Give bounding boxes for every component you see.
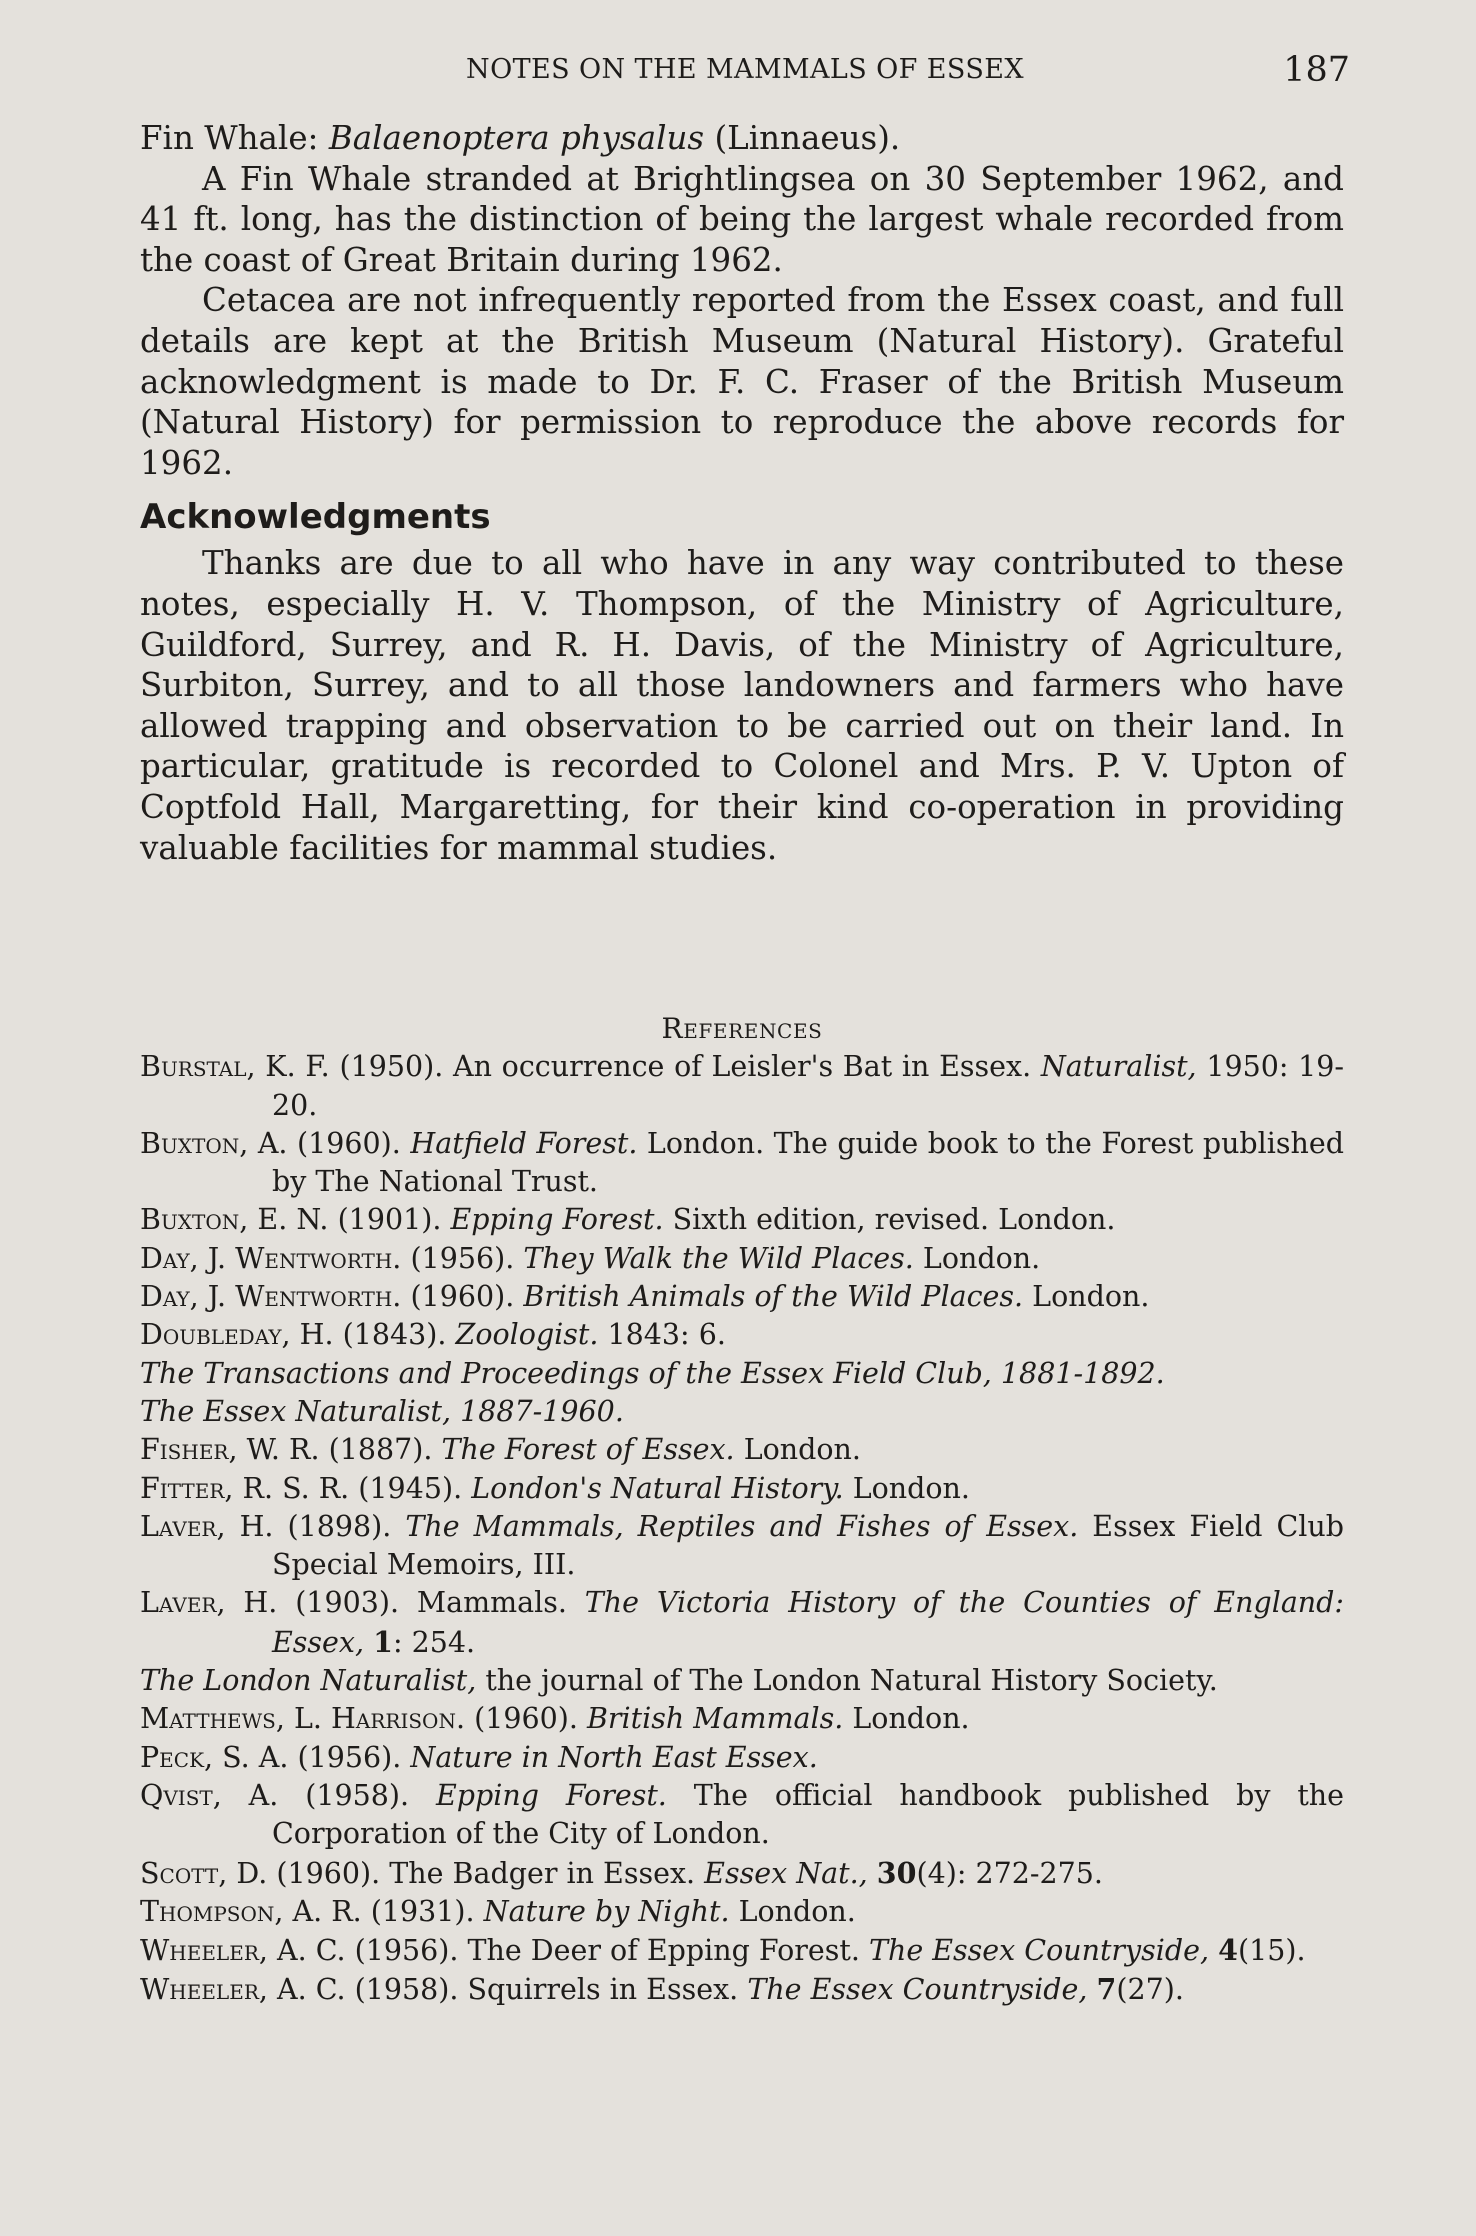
reference-entry (140, 1739, 1344, 1777)
reference-details: : 254. (392, 1625, 476, 1659)
reference-year: (1887). (328, 1433, 433, 1467)
reference-details: London. The guide book to the Forest published by The National Trust. (272, 1126, 1344, 1199)
reference-year: (1960). (297, 1126, 401, 1160)
reference-details: London. (738, 1894, 856, 1928)
reference-italic-title: Nature in North East Essex. (410, 1740, 818, 1774)
reference-entry (140, 1201, 1344, 1239)
reference-title: Squirrels in Essex. (467, 1973, 739, 2007)
reference-entry (140, 1048, 1344, 1125)
reference-italic-title: The Essex Countryside, (747, 1973, 1088, 2007)
reference-italic-title: They Walk the Wild Places. (523, 1241, 914, 1275)
reference-author: Scott, D. (140, 1856, 268, 1890)
reference-italic-title: London's Natural History. (471, 1471, 844, 1505)
reference-italic-title: The London Naturalist, (140, 1664, 477, 1698)
reference-volume: 30 (876, 1855, 917, 1890)
reference-year: (1960). (410, 1280, 515, 1314)
reference-entry (140, 1240, 1344, 1278)
reference-author: Laver, H. (140, 1586, 278, 1620)
reference-author: Matthews, L. Harrison. (140, 1702, 466, 1736)
reference-details: London. (743, 1433, 861, 1467)
reference-title: The Badger in Essex. (389, 1856, 696, 1890)
reference-details: the journal of The London Natural History Society. (485, 1664, 1218, 1698)
reference-year: (1931). (370, 1894, 475, 1928)
reference-italic-title: The Mammals, Reptiles and Fishes of Essex. (405, 1509, 1079, 1543)
running-head-title: NOTES ON THE MAMMALS OF ESSEX (466, 54, 1024, 85)
reference-title: Mammals. (416, 1586, 567, 1620)
reference-year: (1956). (354, 1934, 459, 1968)
reference-entry (140, 1700, 1344, 1738)
reference-italic-title: Naturalist, (1040, 1050, 1197, 1084)
reference-year: (1843). (342, 1318, 447, 1352)
reference-year: (1945). (358, 1471, 463, 1505)
reference-author: Buxton, A. (140, 1126, 288, 1160)
reference-year: (1956). (410, 1241, 515, 1275)
reference-details: (15). (1237, 1934, 1306, 1968)
fin-whale-label: Fin Whale: (140, 119, 319, 157)
reference-volume: 7 (1096, 1972, 1117, 2007)
reference-year: (1898). (287, 1509, 392, 1543)
reference-volume: 1 (373, 1624, 393, 1659)
body-text (140, 118, 1344, 868)
fin-whale-authority: (Linnaeus). (714, 119, 901, 157)
fin-whale-paragraph-1: A Fin Whale stranded at Brightlingsea on 30 September 1962, and 41 ft. long, has the distinction of being the largest whale recorded from the coast of Great Britain during 1962. (140, 159, 1344, 279)
reference-italic-title: The Victoria History of the Counties of England: Essex, (272, 1586, 1345, 1659)
reference-volume: 4 (1218, 1933, 1238, 1968)
reference-entry (140, 1893, 1344, 1931)
reference-details: Sixth edition, revised. London. (672, 1203, 1116, 1237)
reference-author: Day, J. Wentworth. (140, 1241, 402, 1275)
reference-entry (140, 1125, 1344, 1202)
reference-entry (140, 1278, 1344, 1316)
reference-title: An occurrence of Leisler's Bat in Essex. (453, 1050, 1032, 1084)
reference-year: (1958). (305, 1778, 410, 1812)
reference-author: Qvist, A. (140, 1778, 279, 1812)
reference-author: Peck, S. A. (140, 1740, 289, 1774)
reference-author: Wheeler, A. C. (140, 1934, 346, 1968)
reference-author: Doubleday, H. (140, 1318, 334, 1352)
reference-italic-title: Epping Forest. (450, 1203, 664, 1237)
reference-entry (140, 1508, 1344, 1585)
reference-details: The official handbook published by the Corporation of the City of London. (272, 1778, 1345, 1851)
reference-entry (140, 1393, 1344, 1431)
reference-year: (1956). (297, 1740, 402, 1774)
reference-details: 1843: 6. (607, 1318, 726, 1352)
reference-entry (140, 1431, 1344, 1469)
reference-italic-title: The Essex Naturalist, 1887-1960. (140, 1394, 624, 1428)
reference-year: (1950). (339, 1050, 444, 1084)
reference-author: Laver, H. (140, 1509, 274, 1543)
reference-italic-title: Essex Nat., (704, 1856, 868, 1890)
reference-italic-title: Zoologist. (455, 1318, 599, 1352)
reference-entry (140, 1355, 1344, 1393)
reference-details: London. (852, 1702, 970, 1736)
reference-author: Buxton, E. N. (140, 1203, 329, 1237)
reference-details: (27). (1116, 1973, 1184, 2007)
reference-author: Burstal, K. F. (140, 1050, 330, 1084)
reference-italic-title: Nature by Night. (483, 1894, 730, 1928)
reference-entry (140, 1584, 1344, 1662)
reference-year: (1960). (474, 1702, 578, 1736)
reference-italic-title: British Animals of the Wild Places. (523, 1280, 1024, 1314)
reference-italic-title: Hatfield Forest. (410, 1126, 638, 1160)
references-section (140, 1010, 1344, 2010)
reference-author: Thompson, A. R. (140, 1894, 362, 1928)
reference-details: Essex Field Club Special Memoirs, III. (272, 1509, 1344, 1582)
reference-year: (1901). (337, 1203, 442, 1237)
reference-italic-title: The Transactions and Proceedings of the Essex Field Club, 1881-1892. (140, 1356, 1165, 1390)
fin-whale-paragraph-2: Cetacea are not infrequently reported from the Essex coast, and full details are kept at the British Museum (Natural History). Grateful acknowledgment is made to Dr. F. C. Fraser of the British Museum (Natural History) for permission to reproduce the above records for 1962. (140, 281, 1344, 482)
reference-details: London. (852, 1471, 970, 1505)
reference-author: Day, J. Wentworth. (140, 1280, 402, 1314)
reference-details: London. (1032, 1280, 1150, 1314)
reference-title: The Deer of Epping Forest. (467, 1934, 860, 1968)
reference-italic-title: The Forest of Essex. (441, 1433, 735, 1467)
reference-entry (140, 1931, 1344, 1970)
page-number: 187 (1283, 50, 1350, 90)
reference-italic-title: British Mammals. (586, 1702, 844, 1736)
reference-author: Fitter, R. S. R. (140, 1471, 350, 1505)
reference-entry (140, 1854, 1344, 1893)
fin-whale-heading (140, 118, 1344, 159)
reference-details: 1950: 19-20. (272, 1050, 1345, 1122)
reference-author: Wheeler, A. C. (140, 1973, 346, 2007)
acknowledgments-heading: Acknowledgments (140, 497, 491, 538)
reference-italic-title: Epping Forest. (435, 1778, 667, 1812)
references-heading: References (661, 1012, 823, 1045)
reference-italic-title: The Essex Countryside, (868, 1934, 1210, 1968)
reference-year: (1960). (276, 1856, 381, 1890)
running-head (140, 50, 1350, 98)
reference-year: (1903). (295, 1586, 400, 1620)
reference-details: London. (922, 1241, 1041, 1275)
reference-entry (140, 1777, 1344, 1854)
reference-entry (140, 1470, 1344, 1508)
reference-entry (140, 1316, 1344, 1354)
reference-entry (140, 1970, 1344, 2009)
reference-year: (1958). (354, 1973, 459, 2007)
reference-details: (4): 272-275. (916, 1856, 1103, 1890)
acknowledgments-paragraph: Thanks are due to all who have in any way contributed to these notes, especially H. V. Thompson, of the Ministry of Agriculture, Guildford, Surrey, and R. H. Davis, of the Ministry of Agriculture, Surbiton, Surrey, and to all those landowners and farmers who have allowed trapping and observation to be carried out on their land. In particular, gratitude is recorded to Colonel and Mrs. P. V. Upton of Coptfold Hall, Margaretting, for their kind co-operation in providing valuable facilities for mammal studies. (140, 544, 1344, 867)
reference-list (140, 1048, 1344, 2009)
reference-author: Fisher, W. R. (140, 1433, 320, 1467)
fin-whale-species: Balaenoptera physalus (328, 119, 705, 157)
reference-entry (140, 1662, 1344, 1700)
